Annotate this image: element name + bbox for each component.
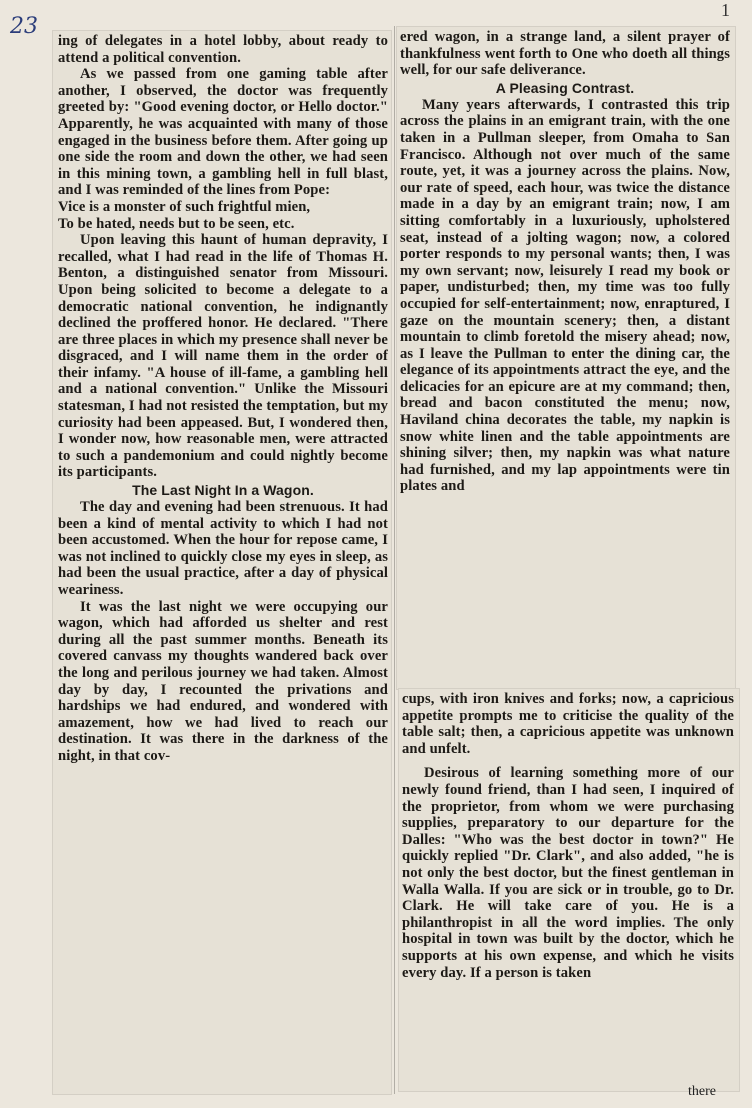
paragraph: ing of delegates in a hotel lobby, about ready to attend a political convention. [58,33,388,66]
section-heading: A Pleasing Contrast. [495,79,635,96]
paragraph: It was the last night we were occupying our wagon, which had afforded us shelter and rest during all the past summer months. Beneath its covered canvass my thoughts wandered back over the long and perilous journey we had taken. Almost day by day, I recounted the privations and hardships we had endured, and wondered with amazement, how we had lived to reach our destination. It was there in the darkness of the night, in that cov- [58,598,388,764]
poem-line: Vice is a monster of such frightful mien, [58,198,311,215]
paragraph: cups, with iron knives and forks; now, a capricious appetite prompts me to criticise the quality of the table salt; then, a capricious appetite was unknown and unfelt. [402,691,734,757]
page-number: 23 [10,14,38,39]
right-column-top [400,29,730,495]
continuation-word: there [688,1084,716,1099]
paragraph: Many years afterwards, I contrasted this trip across the plains in an emigrant train, with the one taken in a Pullman sleeper, from Omaha to San Francisco. Although not over much of the same route, yet, it was a journey across the plains. Now, our rate of speed, each hour, was twice the distance made in a day by an emigrant train; now, I am sitting comfortably in a luxuriously, upholstered seat, instead of a jolting wagon; now, a colored porter responds to my personal wants; then, I was my own servant; now, leisurely I read my book or paper, undisturbed; then, my time was too fully occupied for self-entertainment; now, enraptured, I gaze on the mountain scenery; then, a distant mountain to climb foretold the misery ahead; now, as I leave the Pullman to enter the dining car, the elegance of its appointments attract the eye, and the delicacies for an epicure are at my command; then, bread and bacon constituted the menu; now, Haviland china decorates the table, my napkin is snow white linen and the table appointments are shining silver; then, my napkin was what nature had furnished, and my lap appointments were tin plates and [400,96,730,495]
paragraph: ered wagon, in a strange land, a silent prayer of thankfulness went forth to One who doeth all things well, for our safe deliverance. [400,29,730,79]
column-divider [394,26,395,1094]
poem-line: To be hated, needs but to be seen, etc. [58,215,295,232]
paragraph: The day and evening had been strenuous. It had been a kind of mental activity to which I had not been accustomed. When the hour for repose came, I was not inclined to quickly close my eyes in sleep, as had been the usual practice, after a day of physical weariness. [58,499,388,598]
right-column-bottom [402,691,734,981]
paragraph: As we passed from one gaming table after another, I observed, the doctor was frequently greeted by: "Good evening doctor, or Hello doctor." Apparently, he was acquainted with many of those engaged in the business before them. After going up one side the room and down the other, we had seen in this mining town, a gambling hell in full blast, and I was reminded of the lines from Pope: [58,66,388,199]
left-column [58,33,388,765]
paragraph: Upon leaving this haunt of human depravity, I recalled, what I had read in the life of Thomas H. Benton, a distinguished senator from Missouri. Upon being solicited to become a delegate to a democratic national convention, he indignantly declined the proffered honor. He declared. "There are three places in which my presence shall never be disgraced, and I will name them in the order of their infamy. "A house of ill-fame, a gambling hell and a national convention." Unlike the Missouri statesman, I had not resisted the temptation, but my curiosity had been appeased. But, I wondered then, I wonder now, how reasonable men, were attracted to such a pandemonium and could nightly become its participants. [58,232,388,481]
section-heading: The Last Night In a Wagon. [132,482,314,499]
corner-mark: 1 [721,0,730,20]
paragraph: Desirous of learning something more of our newly found friend, than I had seen, I inquired of the proprietor, from whom we were purchasing supplies, preparatory to our departure for the Dalles: "Who was the best doctor in town?" He quickly replied "Dr. Clark", and also added, "he is not only the best doctor, but the finest gentleman in Walla Walla. If you are sick or in trouble, go to Dr. Clark. He will take care of you. He is a philanthropist in all the word implies. The only hospital in town was built by the doctor, which he supports at his own expense, and which he visits every day. If a person is taken [402,765,734,981]
